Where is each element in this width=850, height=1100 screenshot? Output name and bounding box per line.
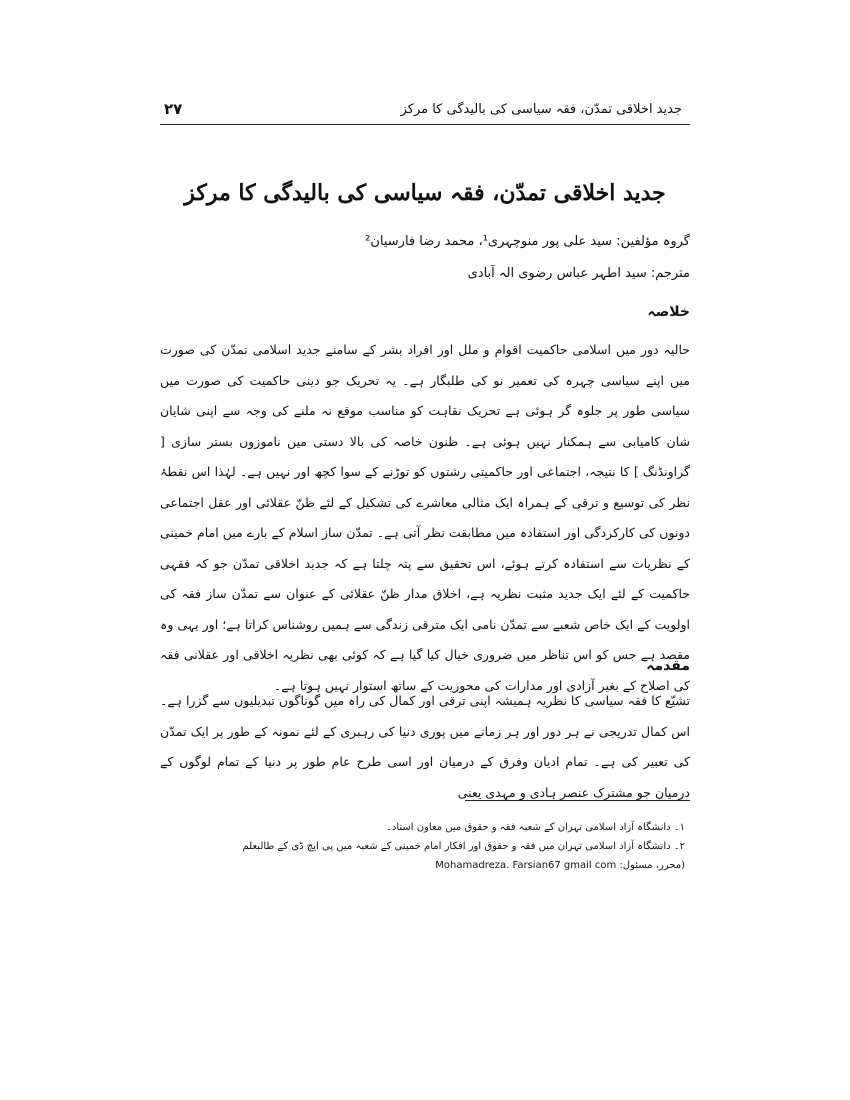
footnotes: [160, 818, 685, 875]
footnote-2: ۲۔ دانشگاہ آزاد اسلامی تہران میں فقہ و حقوق اور افکار امام خمینی کے شعبہ میں پی ایچ ڈی کے طالبعلم: [242, 841, 685, 852]
translator-line: مترجم: سید اطہر عباس رضوی الہ آبادی: [467, 266, 690, 281]
running-header: [160, 98, 690, 125]
introduction-paragraph: تشیّع کا فقہ سیاسی کا نظریہ ہمیشہ اپنی ترقی اور کمال کی راہ میں گوناگوں تبدیلیوں سے گزرا ہے۔ اس کمال تدریجی نے ہر دور اور ہر زمانے میں پوری دنیا کی رہبری کے لئے نمونہ کے طور پر ایک تمدّن کی تعبیر کی ہے۔ تمام ادیان وفرق کے درمیان اور اسی طرح عام طور پر دنیا کے تمام لوگوں کے درمیان جو مشترک عنصر ہادی و مہدی یعنی: [160, 693, 690, 800]
footnote-1: ۱۔ دانشگاہ آزاد اسلامی تہران کے شعبہ فقہ و حقوق میں معاون استاد۔: [386, 822, 685, 833]
author-email: Mohamadreza. Farsian67 gmail com: [435, 860, 617, 871]
footnote-3: [160, 856, 685, 875]
footnote-divider: [465, 800, 690, 801]
article-title: جدید اخلاقی تمدّن، فقہ سیاسی کی بالیدگی کا مرکز: [184, 180, 666, 206]
running-title: جدید اخلاقی تمدّن، فقہ سیاسی کی بالیدگی کا مرکز: [400, 102, 682, 117]
authors-line: گروہ مؤلفین: سید علی پور منوچہری¹، محمد رضا فارسیان²: [365, 234, 690, 249]
introduction-heading: مقدمہ: [646, 658, 690, 674]
abstract-heading: خلاصہ: [647, 304, 690, 320]
footnote-3-label: (محرر، مسئول:: [619, 860, 685, 871]
abstract-paragraph: حالیہ دور میں اسلامی حاکمیت اقوام و ملل اور افراد بشر کے سامنے جدید اسلامی تمدّن کی صورت میں اپنے سیاسی چہرہ کی تعمیر نو کی طلبگار ہے۔ یہ تحریک جو دینی حاکمیت کی صورت میں سیاسی طور پر جلوہ گر ہوئی ہے تحریک نقاہت کو مناسب موقع نہ ملنے کی وجہ سے اپنی شایان شان کامیابی سے ہمکنار نہیں ہوئی ہے۔ ظنون خاصہ کی بالا دستی میں ناموزوں بستر سازی [ گراونڈنگ ] کا نتیجہ، اجتماعی اور حاکمیتی رشتوں کو توڑنے کے سوا کچھ اور نہیں ہے۔ لہٰذا اس نقطۂ نظر کی توسیع و ترقی کے ہمراہ ایک مثالی معاشرے کی تشکیل کے لئے ظنّ عقلائی اور عقل اجتماعی دونوں کی کارکردگی اور استفادہ میں مطابقت نظر آتی ہے۔ تمدّن ساز اسلام کے بارے میں امام خمینی کے نظریات سے استفادہ کرتے ہوئے، اس تحقیق سے پتہ چلتا ہے کہ جدید اخلاقی تمدّن جو کہ فقہی حاکمیت کے لئے ایک جدید مثبت نظریہ ہے، اخلاق مدار ظنّ عقلائی کے عنوان سے تمدّن ساز فقہ کی اولویت کے ایک خاص شعبے سے تمدّن نامی ایک مترقی زندگی سے ہمیں روشناس کراتا ہے؛ اور یہی وہ مقصد ہے جس کو اس تناظر میں ضروری خیال کیا گیا ہے کہ کوئی بھی نظریہ اخلاقی اور عقلانی فقہ کی اصلاح کے بغیر آزادی اور مدارات کی محوریت کے ساتھ استوار نہیں ہوتا ہے۔: [160, 342, 690, 693]
page-number: ۲۷: [164, 100, 183, 118]
